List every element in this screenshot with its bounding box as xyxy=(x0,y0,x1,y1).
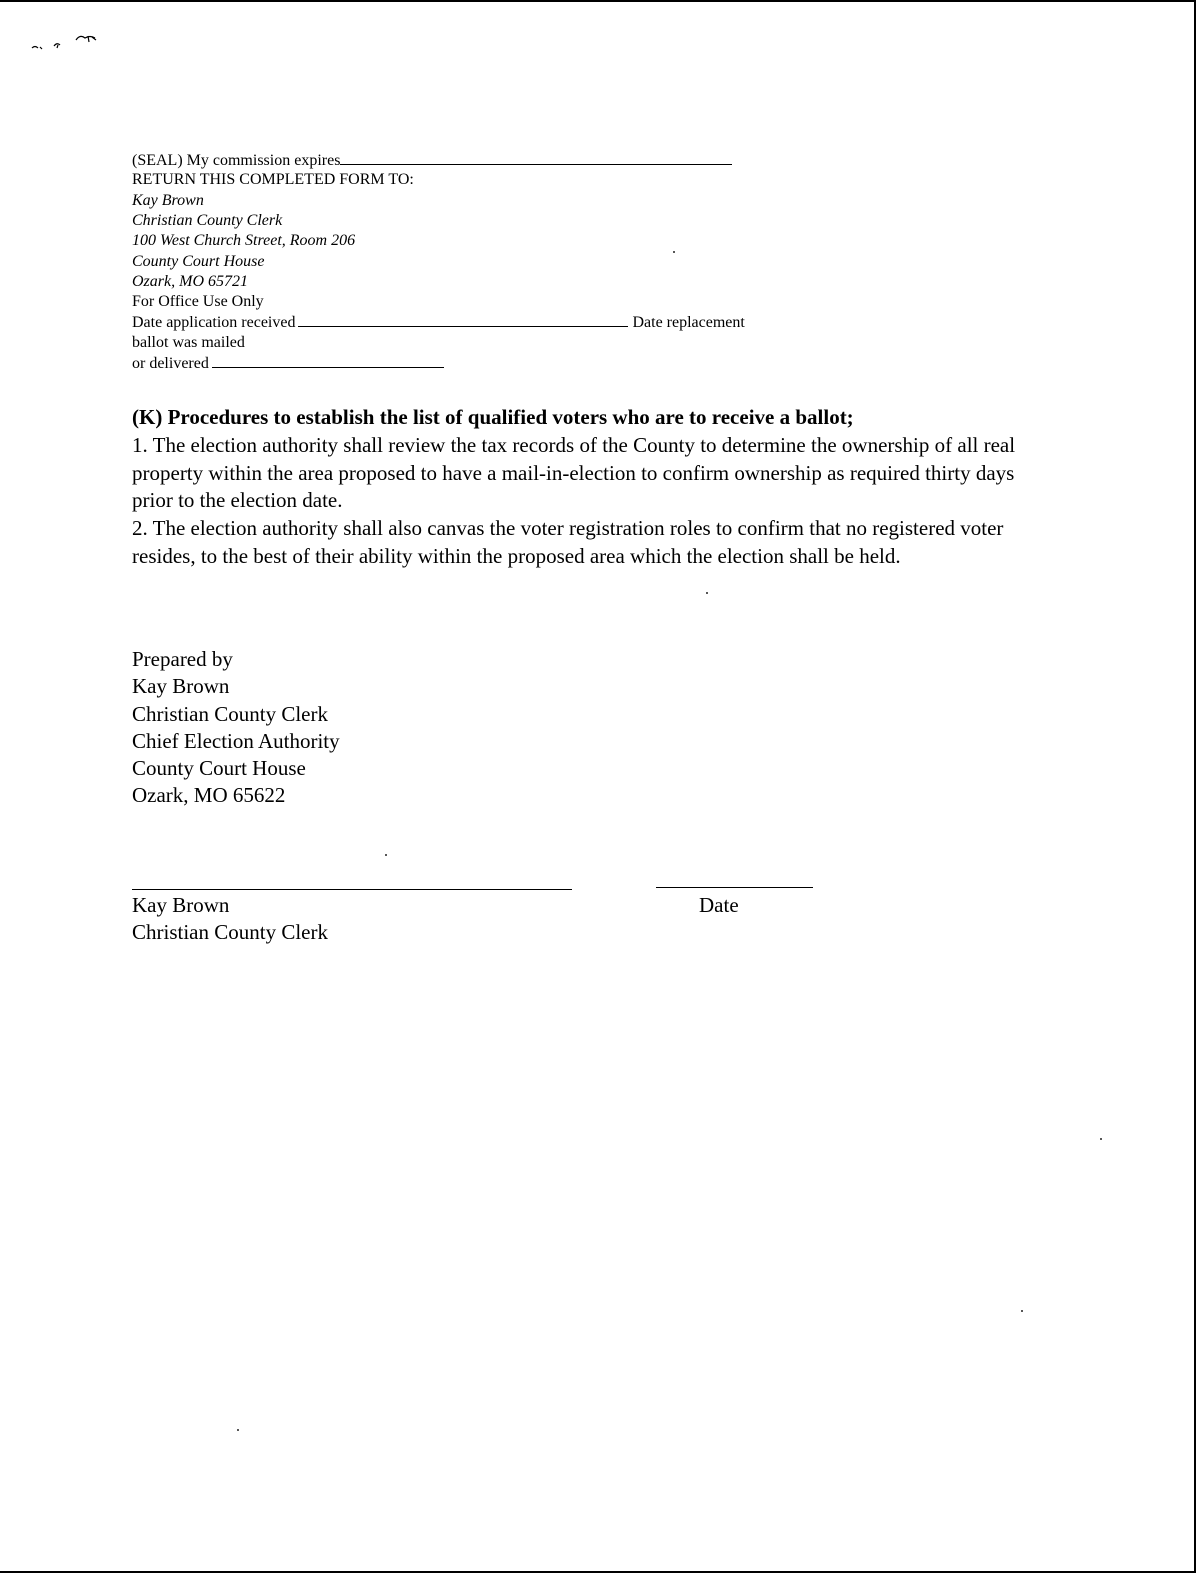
return-title: Christian County Clerk xyxy=(132,211,283,229)
or-delivered-label: or delivered xyxy=(132,355,209,372)
scan-speck xyxy=(385,854,387,856)
prepared-by-name: Kay Brown xyxy=(132,674,230,699)
scan-mark-icon xyxy=(30,28,110,58)
signature-title: Christian County Clerk xyxy=(132,920,328,945)
return-building: County Court House xyxy=(132,252,265,270)
prepared-by-building: County Court House xyxy=(132,756,306,781)
or-delivered-line xyxy=(132,353,444,374)
prepared-by-city: Ozark, MO 65622 xyxy=(132,783,286,808)
signature-block xyxy=(132,892,328,947)
scan-speck xyxy=(706,592,708,594)
prepared-by-block xyxy=(132,646,340,810)
section-k-item-2: 2. The election authority shall also canvas the voter registration roles to confirm that no registered voter resides, to the best of their ability within the proposed area which the election shall be held. xyxy=(132,516,1004,568)
prepared-by-label: Prepared by xyxy=(132,647,233,671)
date-received-label: Date application received xyxy=(132,314,296,332)
office-use-label: For Office Use Only xyxy=(132,293,264,311)
signature-line[interactable] xyxy=(132,889,572,890)
date-replacement-label: Date replacement xyxy=(632,314,745,332)
signature-name: Kay Brown xyxy=(132,893,230,917)
delivered-date-blank[interactable] xyxy=(212,353,444,368)
date-received-line xyxy=(132,312,745,333)
date-line[interactable] xyxy=(656,887,813,888)
return-label: RETURN THIS COMPLETED FORM TO: xyxy=(132,171,414,189)
seal-commission-line xyxy=(132,150,732,171)
section-k-heading: (K) Procedures to establish the list of qualified voters who are to receive a ballot; xyxy=(132,405,854,429)
ballot-mailed-label: ballot was mailed xyxy=(132,333,245,351)
commission-expires-blank[interactable] xyxy=(340,150,732,165)
seal-label: (SEAL) My commission expires xyxy=(132,152,341,169)
section-k-item-1: 1. The election authority shall review the tax records of the County to determine the ownership of all real property within the area proposed to have a mail-in-election to confirm ownership as required thirty days prior to the election date. xyxy=(132,432,1016,513)
date-label: Date xyxy=(699,893,739,917)
scan-speck xyxy=(1100,1138,1102,1140)
scan-speck xyxy=(673,251,675,253)
return-name: Kay Brown xyxy=(132,191,204,209)
scan-speck xyxy=(1021,1310,1023,1312)
prepared-by-role: Chief Election Authority xyxy=(132,728,340,753)
return-city: Ozark, MO 65721 xyxy=(132,272,248,290)
scan-speck xyxy=(237,1429,239,1431)
prepared-by-title: Christian County Clerk xyxy=(132,701,328,726)
return-street: 100 West Church Street, Room 206 xyxy=(132,232,356,250)
section-k xyxy=(132,404,1042,571)
date-received-blank[interactable] xyxy=(298,312,628,327)
